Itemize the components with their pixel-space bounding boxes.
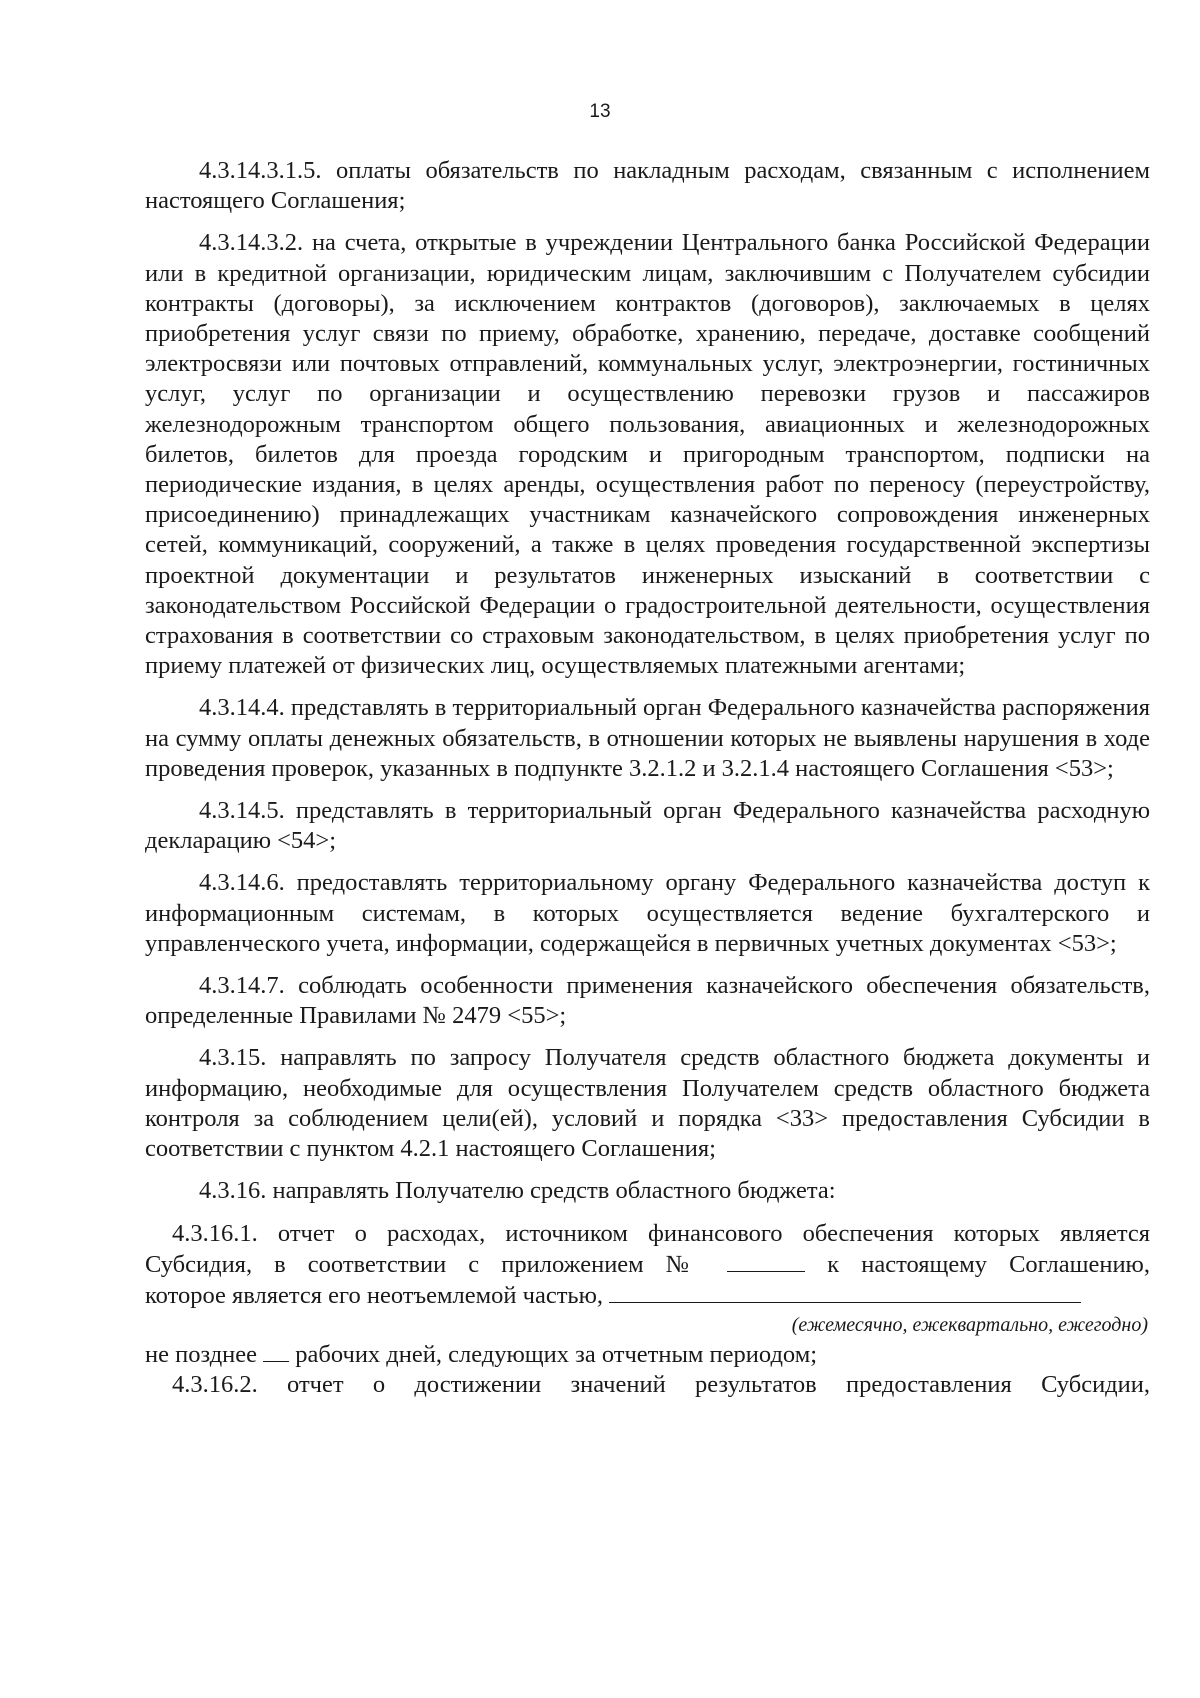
paragraph-4-3-14-5: 4.3.14.5. представлять в территориальный орган Федерального казначейства расходную декларацию <54>; (145, 797, 1150, 855)
line-4-3-16-1-1: 4.3.16.1. отчет о расходах, источником финансового обеспечения которых является (172, 1219, 1150, 1247)
paragraph-4-3-16: 4.3.16. направлять Получателю средств областного бюджета: (199, 1177, 836, 1205)
appendix-number-blank (727, 1249, 805, 1272)
paragraph-4-3-14-3-2: 4.3.14.3.2. на счета, открытые в учреждении Центрального банка Российской Федерации или в кредитной организации, юридическим лицам, заключившим с Получателем субсидии контракты (договоры), за исключением контрактов (договоров), заключаемых в целях приобретения услуг связи по приему, обработке, хранению, передаче, доставке сообщений электросвязи или почтовых отправлений, коммунальных услуг, электроэнергии, гостиничных услуг, услуг по организации и осуществлению перевозки грузов и пассажиров железнодорожным транспортом общего пользования, авиационных и железнодорожных билетов, билетов для проезда городским и пригородным транспортом, подписки на периодические издания, в целях аренды, осуществления работ по переносу (переустройству, присоединению) принадлежащих участникам казначейского сопровождения инженерных сетей, коммуникаций, сооружений, а также в целях проведения государственной экспертизы проектной документации и результатов инженерных изысканий в соответствии с законодательством Российской Федерации о градостроительной деятельности, осуществления страхования в соответствии со страховым законодательством, в целях приобретения услуг по приему платежей от физических лиц, осуществляемых платежными агентами; (145, 229, 1150, 680)
appendix-suffix: к настоящему Соглашению, (827, 1250, 1150, 1278)
integral-part-label: которое является его неотъемлемой частью, (145, 1281, 603, 1309)
document-body (145, 156, 1150, 1401)
paragraph-4-3-15: 4.3.15. направлять по запросу Получателя средств областного бюджета документы и информацию, необходимые для осуществления Получателем средств областного бюджета контроля за соблюдением цели(ей), условий и порядка <33> предоставления Субсидии в соответствии с пунктом 4.2.1 настоящего Соглашения; (145, 1044, 1150, 1163)
periodicity-hint: (ежемесячно, ежеквартально, ежегодно) (791, 1314, 1148, 1337)
paragraph-4-3-14-4: 4.3.14.4. представлять в территориальный орган Федерального казначейства распоряжения на сумму оплаты денежных обязательств, в отношении которых не выявлены нарушения в ходе проведения проверок, указанных в подпункте 3.2.1.2 и 3.2.1.4 настоящего Соглашения <53>; (145, 694, 1150, 782)
line-4-3-16-1-3 (145, 1280, 1150, 1311)
line-4-3-16-1-2 (145, 1249, 1150, 1280)
page-number: 13 (589, 101, 611, 122)
deadline-label: не позднее (145, 1341, 258, 1369)
line-4-3-16-2-1: 4.3.16.2. отчет о достижении значений результатов предоставления Субсидии, (172, 1371, 1150, 1399)
paragraph-4-3-14-7: 4.3.14.7. соблюдать особенности применения казначейского обеспечения обязательств, определенные Правилами № 2479 <55>; (145, 972, 1150, 1030)
appendix-label: Субсидия, в соответствии с приложением № (145, 1250, 706, 1278)
paragraph-4-3-14-6: 4.3.14.6. предоставлять территориальному органу Федерального казначейства доступ к информационным системам, в которых осуществляется ведение бухгалтерского и управленческого учета, информации, содержащейся в первичных учетных документах <53>; (145, 869, 1150, 957)
days-blank (263, 1339, 289, 1362)
line-4-3-16-1-4 (145, 1339, 1150, 1370)
periodicity-blank (609, 1280, 1081, 1303)
deadline-suffix: рабочих дней, следующих за отчетным периодом; (295, 1341, 818, 1369)
paragraph-4-3-16-1 (145, 1219, 1150, 1401)
paragraph-4-3-14-3-1-5: 4.3.14.3.1.5. оплаты обязательств по накладным расходам, связанным с исполнением настоящего Соглашения; (145, 157, 1150, 215)
